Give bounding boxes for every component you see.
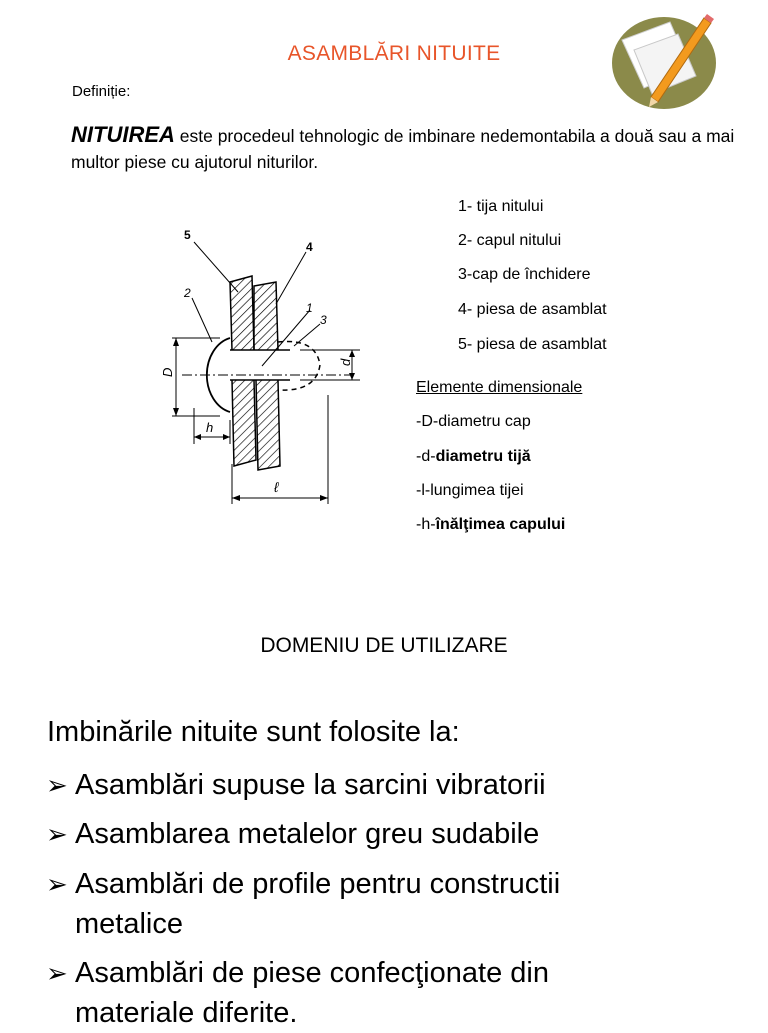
usage-bullet: ➢ Asamblarea metalelor greu sudabile: [46, 814, 746, 854]
dimensions-heading: Elemente dimensionale: [416, 379, 583, 396]
definition-term: NITUIREA: [71, 122, 175, 147]
definition-body: este procedeul tehnologic de imbinare nedemontabila a două sau a mai multor piese cu ajutorul niturilor.: [71, 126, 735, 172]
dimension-item: -h-înălţimea capului: [416, 516, 566, 533]
diagram-label-4: 4: [306, 240, 313, 254]
arrow-bullet-icon: ➢: [46, 770, 68, 800]
arrow-bullet-icon: ➢: [46, 819, 68, 849]
diagram-label-1: 1: [306, 301, 313, 315]
arrow-bullet-icon: ➢: [46, 869, 68, 899]
diagram-label-2: 2: [184, 286, 191, 300]
part-list-item: 4- piesa de asamblat: [458, 301, 607, 318]
rivet-diagram: [150, 220, 370, 520]
definition-label: Definiție:: [72, 83, 131, 100]
arrow-bullet-icon: ➢: [46, 958, 68, 988]
definition-paragraph: [71, 122, 741, 175]
page-title: ASAMBLĂRI NITUITE: [287, 42, 501, 65]
section-title: DOMENIU DE UTILIZARE: [260, 634, 508, 657]
diagram-label-h: h: [206, 420, 214, 435]
part-list-item: 3-cap de închidere: [458, 266, 591, 283]
usage-bullet: ➢ Asamblări de profile pentru constructii metalice: [46, 864, 746, 944]
usage-bullet: ➢ Asamblări supuse la sarcini vibratorii: [46, 765, 746, 805]
part-list-item: 2- capul nitului: [458, 232, 562, 249]
diagram-label-d: d: [338, 358, 353, 366]
diagram-label-l: ℓ: [274, 479, 279, 495]
usage-bullet: ➢ Asamblări de piese confecţionate din materiale diferite.: [46, 953, 746, 1033]
dimension-item: -d-diametru tijă: [416, 448, 531, 465]
diagram-label-D: D: [160, 367, 175, 377]
dimension-item: -l-lungimea tijei: [416, 482, 524, 499]
dimension-item: -D-diametru cap: [416, 413, 531, 430]
diagram-label-5: 5: [184, 228, 191, 242]
part-list-item: 1- tija nitului: [458, 198, 544, 215]
diagram-label-3: 3: [320, 313, 327, 327]
usage-intro: Imbinările nituite sunt folosite la:: [47, 716, 460, 748]
paper-and-pencil-icon: [608, 10, 720, 112]
part-list-item: 5- piesa de asamblat: [458, 336, 607, 353]
